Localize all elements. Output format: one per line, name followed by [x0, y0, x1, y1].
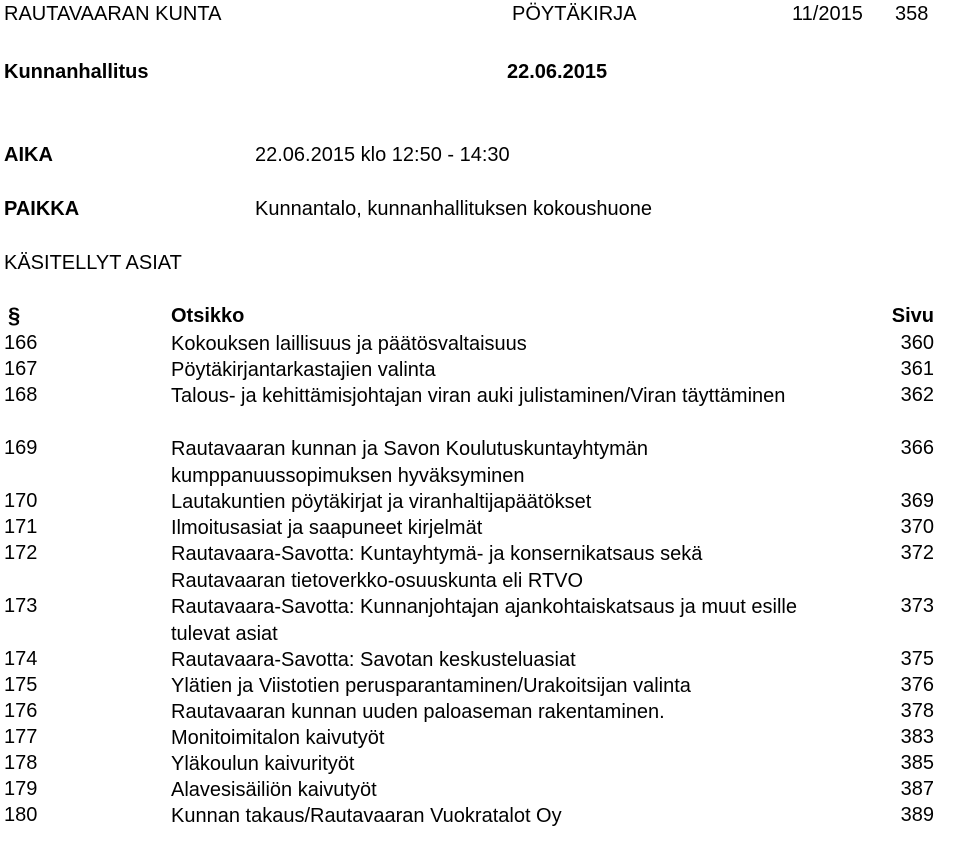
organization-name: RAUTAVAARAN KUNTA	[4, 3, 222, 25]
agenda-item-page: 370	[900, 516, 934, 538]
agenda-item	[0, 356, 960, 382]
agenda-item-title: Rautavaaran kunnan ja Savon Koulutuskuntayhtymän kumppanuussopimuksen hyväksyminen	[171, 438, 648, 487]
agenda-item-page: 373	[900, 595, 934, 617]
agenda-item	[0, 802, 960, 828]
agenda-item-page: 387	[900, 778, 934, 800]
agenda-item-number: 170	[4, 490, 38, 512]
agenda-item-number: 172	[4, 542, 38, 564]
meeting-date: 22.06.2015	[507, 61, 608, 83]
title-column-header: Otsikko	[171, 305, 245, 327]
section-mark-header: §	[8, 303, 21, 328]
governing-body: Kunnanhallitus	[4, 61, 149, 83]
document-number: 11/2015	[792, 3, 863, 25]
page-column-header: Sivu	[891, 305, 934, 327]
agenda-item-title: Talous- ja kehittämisjohtajan viran auki julistaminen/Viran täyttäminen	[171, 385, 786, 407]
agenda-item	[0, 435, 960, 488]
agenda-item-title: Kokouksen laillisuus ja päätösvaltaisuus	[171, 333, 527, 355]
agenda-item-title: Yläkoulun kaivurityöt	[171, 753, 355, 775]
agenda-item	[0, 593, 960, 646]
agenda-item-title: Ilmoitusasiat ja saapuneet kirjelmät	[171, 517, 483, 539]
section-title: KÄSITELLYT ASIAT	[4, 252, 182, 274]
time-value: 22.06.2015 klo 12:50 - 14:30	[255, 144, 510, 166]
agenda-item-title: Rautavaara-Savotta: Kunnanjohtajan ajankohtaiskatsaus ja muut esille tulevat asiat	[171, 596, 797, 645]
time-label: AIKA	[4, 144, 53, 166]
document-type: PÖYTÄKIRJA	[512, 3, 637, 25]
agenda-item-title: Rautavaaran kunnan uuden paloaseman rakentaminen.	[171, 701, 665, 723]
agenda-item-page: 375	[900, 648, 934, 670]
agenda-item-page: 389	[900, 804, 934, 826]
agenda-item-page: 372	[900, 542, 934, 564]
agenda-item-page: 385	[900, 752, 934, 774]
agenda-item	[0, 330, 960, 356]
agenda-item-title: Ylätien ja Viistotien perusparantaminen/Urakoitsijan valinta	[171, 675, 691, 697]
agenda-item-page: 369	[900, 490, 934, 512]
agenda-item-page: 361	[900, 358, 934, 380]
agenda-item-number: 168	[4, 384, 38, 406]
agenda-item	[0, 724, 960, 750]
agenda-item-page: 378	[900, 700, 934, 722]
agenda-item-number: 166	[4, 332, 38, 354]
agenda-item	[0, 750, 960, 776]
agenda-item-number: 176	[4, 700, 38, 722]
agenda-item-number: 175	[4, 674, 38, 696]
agenda-item-number: 179	[4, 778, 38, 800]
agenda-item	[0, 646, 960, 672]
agenda-item-title: Rautavaara-Savotta: Savotan keskusteluasiat	[171, 649, 576, 671]
agenda-list	[0, 330, 960, 828]
agenda-item-number: 173	[4, 595, 38, 617]
agenda-item	[0, 488, 960, 514]
agenda-item-number: 169	[4, 437, 38, 459]
agenda-item	[0, 698, 960, 724]
agenda-item-title: Pöytäkirjantarkastajien valinta	[171, 359, 436, 381]
agenda-item-number: 167	[4, 358, 38, 380]
agenda-item-number: 180	[4, 804, 38, 826]
agenda-item-number: 177	[4, 726, 38, 748]
agenda-item-number: 178	[4, 752, 38, 774]
agenda-item	[0, 540, 960, 593]
place-value: Kunnantalo, kunnanhallituksen kokoushuone	[255, 198, 652, 220]
agenda-item-number: 174	[4, 648, 38, 670]
agenda-item-page: 360	[900, 332, 934, 354]
page-number: 358	[895, 3, 929, 25]
agenda-item-page: 362	[900, 384, 934, 406]
agenda-item	[0, 514, 960, 540]
agenda-item-page: 376	[900, 674, 934, 696]
agenda-item-title: Alavesisäiliön kaivutyöt	[171, 779, 377, 801]
agenda-item-page: 383	[900, 726, 934, 748]
agenda-item	[0, 382, 960, 435]
agenda-item-title: Monitoimitalon kaivutyöt	[171, 727, 385, 749]
agenda-item-page: 366	[900, 437, 934, 459]
place-label: PAIKKA	[4, 198, 80, 220]
agenda-item	[0, 672, 960, 698]
agenda-item-title: Lautakuntien pöytäkirjat ja viranhaltijapäätökset	[171, 491, 592, 513]
agenda-item-title: Rautavaara-Savotta: Kuntayhtymä- ja konsernikatsaus sekä Rautavaaran tietoverkko-osuuskunta eli RTVO	[171, 543, 703, 592]
agenda-item	[0, 776, 960, 802]
agenda-item-number: 171	[4, 516, 38, 538]
agenda-item-title: Kunnan takaus/Rautavaaran Vuokratalot Oy	[171, 805, 562, 827]
